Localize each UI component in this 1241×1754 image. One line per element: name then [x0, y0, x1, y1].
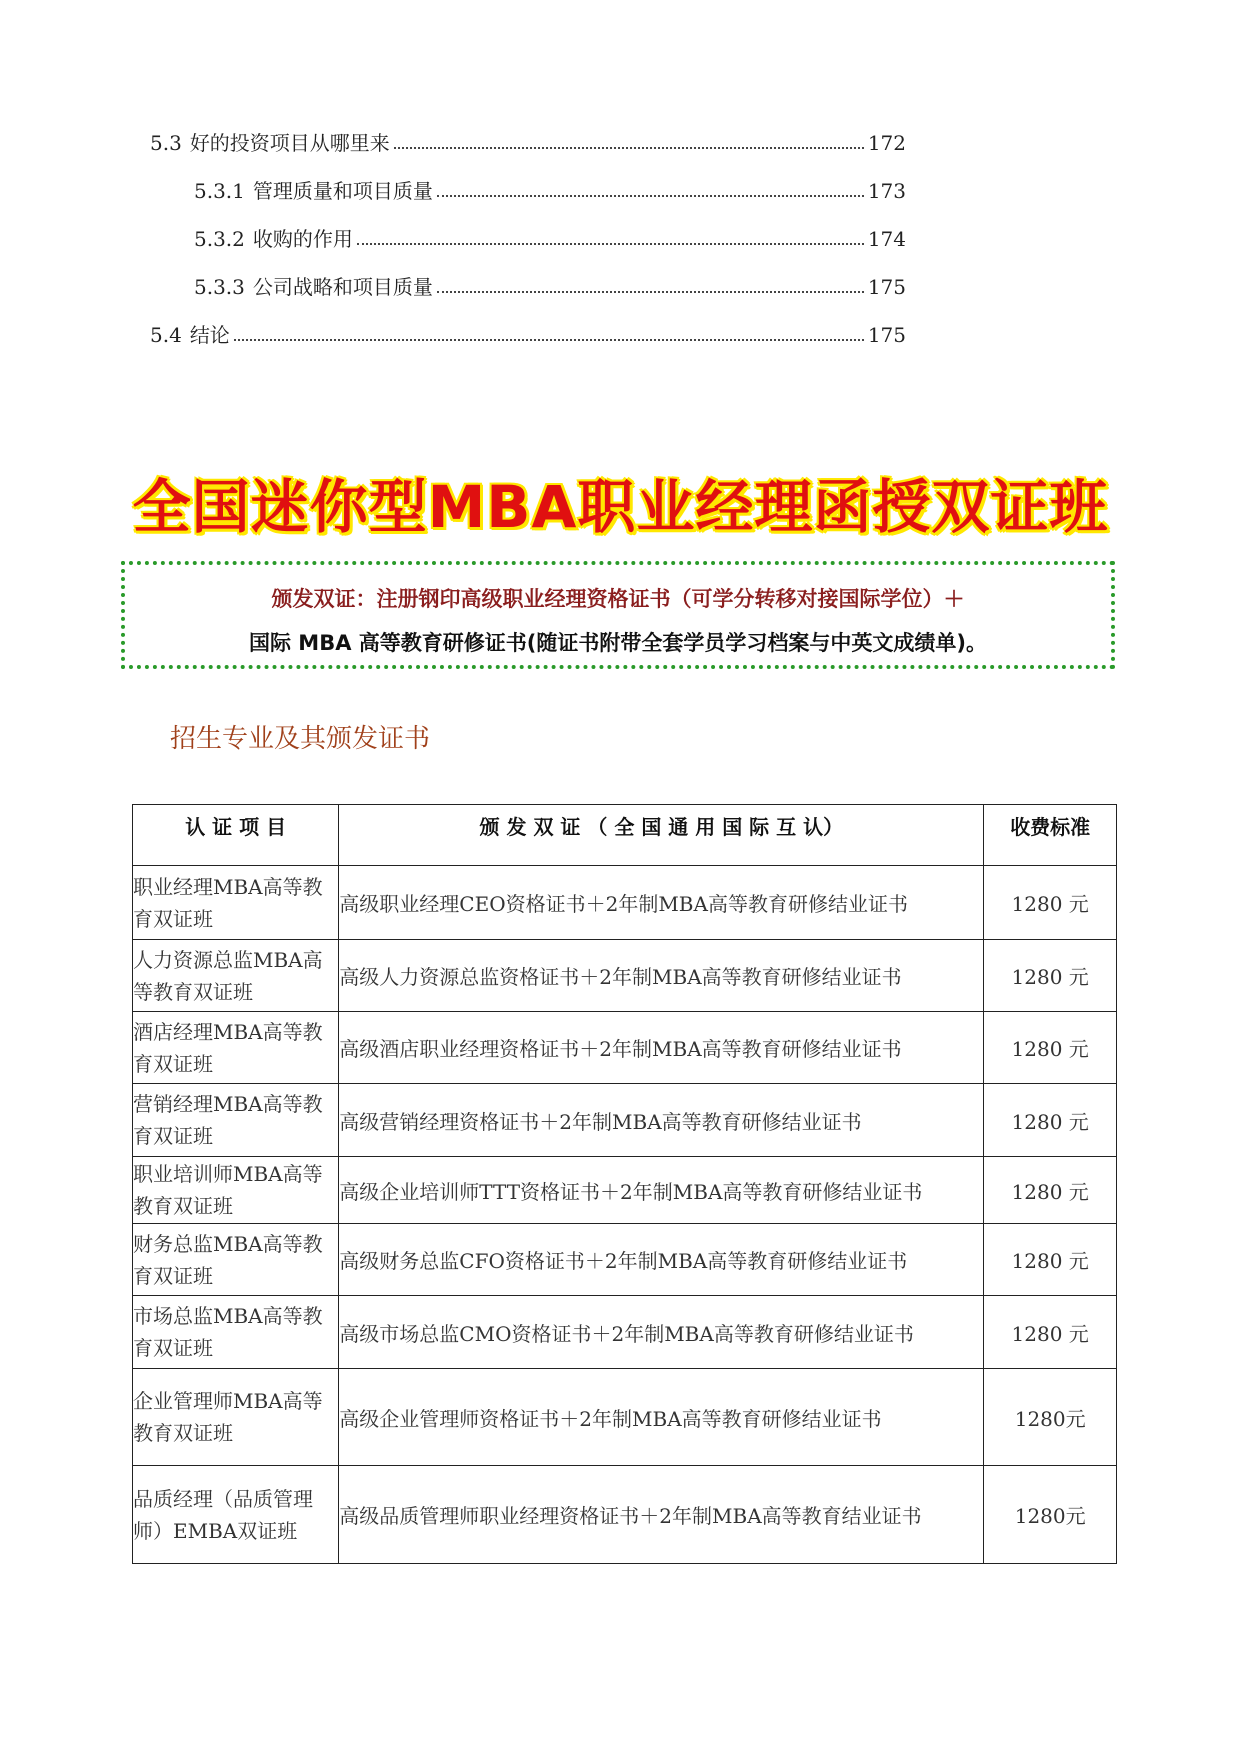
program-fee-table [132, 804, 1117, 1564]
toc-entry [194, 272, 906, 302]
toc-title: 收购的作用 [252, 227, 353, 251]
table-row [133, 1084, 1117, 1157]
toc-number: 5.4 [150, 323, 182, 347]
toc-page-number: 172 [867, 131, 906, 155]
table-row [133, 1157, 1117, 1224]
fee-value: 1280 元 [984, 1224, 1117, 1296]
table-row [133, 1012, 1117, 1084]
toc-leader-dots [357, 241, 864, 245]
fee-value: 1280 元 [984, 1296, 1117, 1369]
toc-number: 5.3 [150, 131, 182, 155]
fee-value: 1280元 [984, 1466, 1117, 1564]
header-program: 认 证 项 目 [133, 805, 339, 866]
toc-title: 结论 [189, 323, 230, 347]
toc-number: 5.3.2 [194, 227, 245, 251]
fee-value: 1280 元 [984, 1157, 1117, 1224]
toc-page-number: 174 [867, 227, 906, 251]
certificate-line-2: 国际 MBA 高等教育研修证书(随证书附带全套学员学习档案与中英文成绩单)。 [249, 631, 987, 655]
table-row [133, 940, 1117, 1012]
section-heading: 招生专业及其颁发证书 [170, 724, 431, 754]
certificate-text: 高级财务总监CFO资格证书＋2年制MBA高等教育研修结业证书 [339, 1224, 984, 1296]
table-row [133, 1224, 1117, 1296]
header-certificates: 颁 发 双 证 （ 全 国 通 用 国 际 互 认） [339, 805, 984, 866]
toc-leader-dots [394, 145, 864, 149]
program-name: 市场总监MBA高等教育双证班 [133, 1296, 339, 1369]
program-name: 职业培训师MBA高等教育双证班 [133, 1157, 339, 1224]
table-row [133, 1296, 1117, 1369]
toc-title: 好的投资项目从哪里来 [189, 131, 390, 155]
program-name: 职业经理MBA高等教育双证班 [133, 866, 339, 940]
toc-entry [194, 176, 906, 206]
certificate-text: 高级人力资源总监资格证书＋2年制MBA高等教育研修结业证书 [339, 940, 984, 1012]
promo-banner-title: 全国迷你型MBA职业经理函授双证班 [132, 473, 1109, 541]
certificate-line-1: 颁发双证：注册钢印高级职业经理资格证书（可学分转移对接国际学位）＋ [271, 587, 965, 611]
table-header-row [133, 805, 1117, 866]
certificate-text: 高级酒店职业经理资格证书＋2年制MBA高等教育研修结业证书 [339, 1012, 984, 1084]
program-name: 企业管理师MBA高等教育双证班 [133, 1369, 339, 1466]
toc-entry [194, 224, 906, 254]
certificate-text: 高级品质管理师职业经理资格证书＋2年制MBA高等教育结业证书 [339, 1466, 984, 1564]
fee-value: 1280 元 [984, 1012, 1117, 1084]
table-row [133, 1466, 1117, 1564]
certificate-text: 高级企业培训师TTT资格证书＋2年制MBA高等教育研修结业证书 [339, 1157, 984, 1224]
program-name: 品质经理（品质管理师）EMBA双证班 [133, 1466, 339, 1564]
toc-title: 管理质量和项目质量 [252, 179, 433, 203]
program-name: 财务总监MBA高等教育双证班 [133, 1224, 339, 1296]
table-row [133, 1369, 1117, 1466]
toc-number: 5.3.3 [194, 275, 245, 299]
toc-leader-dots [437, 193, 864, 197]
toc-leader-dots [234, 337, 864, 341]
certificate-text: 高级职业经理CEO资格证书＋2年制MBA高等教育研修结业证书 [339, 866, 984, 940]
certificate-info-box [121, 561, 1115, 669]
toc-page-number: 173 [867, 179, 906, 203]
certificate-text: 高级营销经理资格证书＋2年制MBA高等教育研修结业证书 [339, 1084, 984, 1157]
fee-value: 1280 元 [984, 866, 1117, 940]
toc-page-number: 175 [867, 275, 906, 299]
toc-number: 5.3.1 [194, 179, 245, 203]
toc-title: 公司战略和项目质量 [252, 275, 433, 299]
table-row [133, 866, 1117, 940]
header-fee: 收费标准 [984, 805, 1117, 866]
program-name: 营销经理MBA高等教育双证班 [133, 1084, 339, 1157]
certificate-text: 高级市场总监CMO资格证书＋2年制MBA高等教育研修结业证书 [339, 1296, 984, 1369]
toc-entry [150, 128, 906, 158]
program-name: 人力资源总监MBA高等教育双证班 [133, 940, 339, 1012]
toc-leader-dots [437, 289, 864, 293]
program-name: 酒店经理MBA高等教育双证班 [133, 1012, 339, 1084]
toc-entry [150, 320, 906, 350]
fee-value: 1280 元 [984, 940, 1117, 1012]
certificate-text: 高级企业管理师资格证书＋2年制MBA高等教育研修结业证书 [339, 1369, 984, 1466]
toc-page-number: 175 [867, 323, 906, 347]
fee-value: 1280元 [984, 1369, 1117, 1466]
fee-value: 1280 元 [984, 1084, 1117, 1157]
